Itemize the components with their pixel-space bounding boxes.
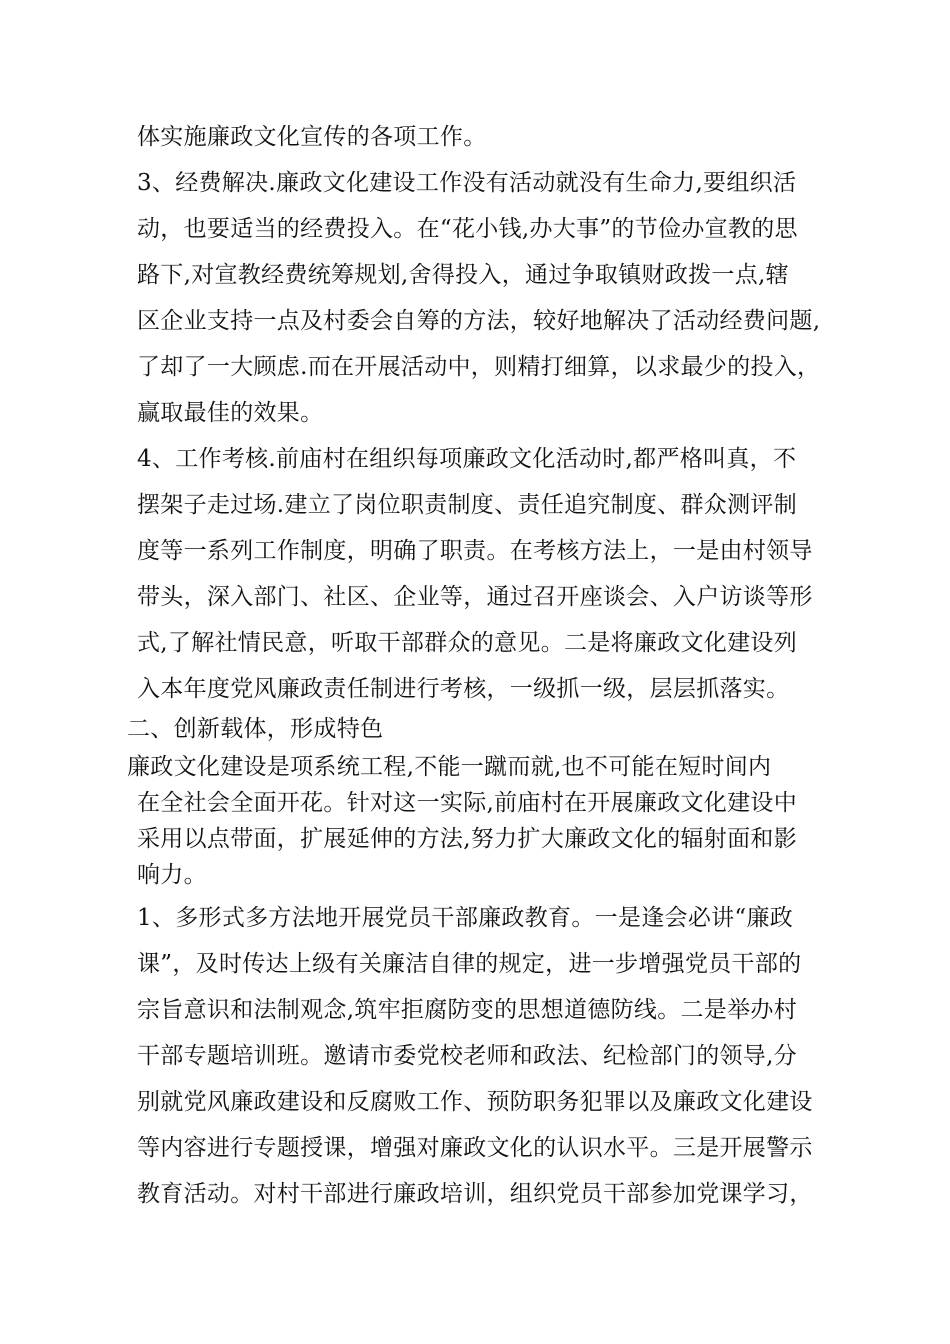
text-line: 干部专题培训班。邀请市委党校老师和政法、纪检部门的领导,分 xyxy=(137,1043,798,1069)
text-line: 式,了解社情民意，听取干部群众的意见。二是将廉政文化建设列 xyxy=(137,630,798,656)
text-line: 赢取最佳的效果。 xyxy=(137,400,324,426)
text-line: 采用以点带面，扩展延伸的方法,努力扩大廉政文化的辐射面和影 xyxy=(137,826,798,852)
text-line: 了却了一大顾虑.而在开展活动中，则精打细算，以求最少的投入， xyxy=(137,354,821,380)
text-line: 教育活动。对村干部进行廉政培训，组织党员干部参加党课学习， xyxy=(137,1181,813,1207)
text-line: 课”，及时传达上级有关廉洁自律的规定，进一步增强党员干部的 xyxy=(137,951,802,977)
section-heading: 二、创新载体，形成特色 xyxy=(127,716,384,742)
text-line: 区企业支持一点及村委会自筹的方法，较好地解决了活动经费问题, xyxy=(137,308,821,334)
text-line: 入本年度党风廉政责任制进行考核，一级抓一级，层层抓落实。 xyxy=(137,676,790,702)
text-line: 摆架子走过场.建立了岗位职责制度、责任追究制度、群众测评制 xyxy=(137,492,798,518)
text-line: 廉政文化建设是项系统工程,不能一蹴而就,也不可能在短时间内 xyxy=(127,754,772,780)
text-line: 别就党风廉政建设和反腐败工作、预防职务犯罪以及廉政文化建设 xyxy=(137,1089,813,1115)
text-line: 度等一系列工作制度，明确了职责。在考核方法上，一是由村领导 xyxy=(137,538,813,564)
text-line: 带头，深入部门、社区、企业等，通过召开座谈会、入户访谈等形 xyxy=(137,584,813,610)
text-line: 1、多形式多方法地开展党员干部廉政教育。一是逢会必讲“廉政 xyxy=(137,905,794,931)
text-line: 动，也要适当的经费投入。在“花小钱,办大事”的节俭办宣教的思 xyxy=(137,216,798,242)
text-line: 4、工作考核.前庙村在组织每项廉政文化活动时,都严格叫真，不 xyxy=(137,446,797,472)
text-line: 3、经费解决.廉政文化建设工作没有活动就没有生命力,要组织活 xyxy=(137,170,797,196)
text-line: 响力。 xyxy=(137,862,207,888)
text-line: 等内容进行专题授课，增强对廉政文化的认识水平。三是开展警示 xyxy=(137,1135,813,1161)
text-line: 宗旨意识和法制观念,筑牢拒腐防变的思想道德防线。二是举办村 xyxy=(137,997,798,1023)
text-line: 在全社会全面开花。针对这一实际,前庙村在开展廉政文化建设中 xyxy=(137,790,798,816)
text-line: 体实施廉政文化宣传的各项工作。 xyxy=(137,124,487,150)
text-line: 路下,对宣教经费统筹规划,舍得投入，通过争取镇财政拨一点,辖 xyxy=(137,262,789,288)
